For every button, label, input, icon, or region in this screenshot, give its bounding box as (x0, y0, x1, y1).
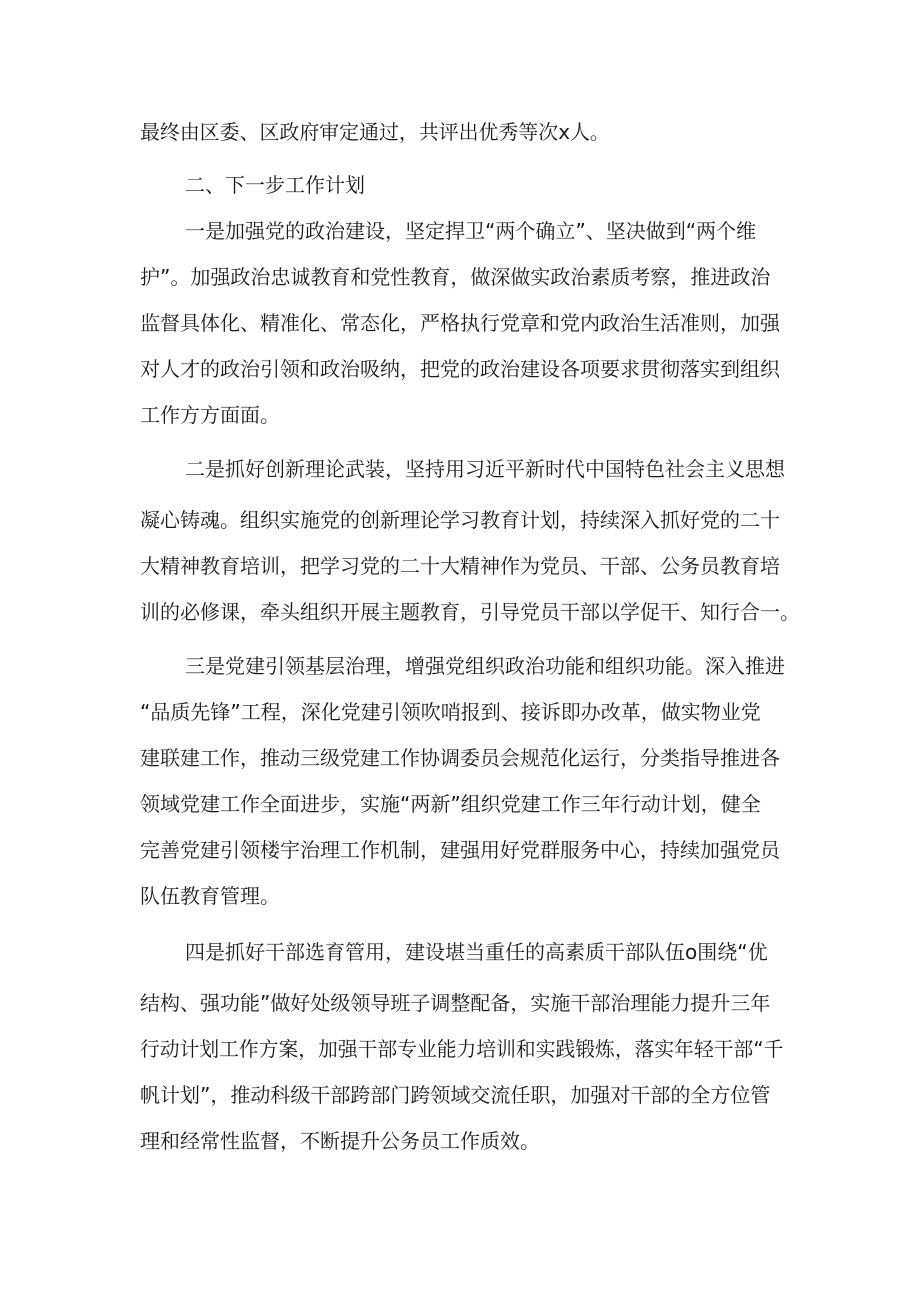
paragraph-4-line-2: 结构、强功能”做好处级领导班子调整配备，实施干部治理能力提升三年 (140, 991, 771, 1015)
paragraph-2-line-4: 训的必修课，牵头组织开展主题教育，引导党员干部以学促干、知行合一。 (140, 600, 800, 624)
paragraph-4-line-1: 四是抓好干部选育管用，建设堪当重任的高素质干部队伍o围绕“优 (185, 940, 768, 964)
paragraph-1-line-5: 工作方方面面。 (140, 403, 280, 427)
paragraph-4-line-5: 理和经常性监督，不断提升公务员工作质效。 (140, 1129, 540, 1153)
paragraph-1-line-1: 一是加强党的政治建设，坚定捍卫“两个确立”、坚决做到“两个维 (185, 219, 757, 243)
paragraph-2-line-3: 大精神教育培训，把学习党的二十大精神作为党员、干部、公务员教育培 (140, 554, 780, 578)
paragraph-1-line-3: 监督具体化、精准化、常态化，严格执行党章和党内政治生活准则，加强 (140, 311, 780, 335)
paragraph-1-line-2: 护”。加强政治忠诚教育和党性教育，做深做实政治素质考察，推进政治 (140, 265, 771, 289)
paragraph-2-line-2: 凝心铸魂。组织实施党的创新理论学习教育计划，持续深入抓好党的二十 (140, 508, 780, 532)
paragraph-3-line-4: 领域党建工作全面进步，实施“两新”组织党建工作三年行动计划，健全 (140, 792, 761, 816)
paragraph-4-line-4: 帆计划”，推动科级干部跨部门跨领域交流任职，加强对干部的全方位管 (140, 1083, 771, 1107)
paragraph-3-line-2: “品质先锋”工程，深化党建引领吹哨报到、接诉即办改革，做实物业党 (140, 700, 761, 724)
paragraph-3-line-3: 建联建工作，推动三级党建工作协调委员会规范化运行，分类指导推进各 (140, 746, 780, 770)
paragraph-2-line-1: 二是抓好创新理论武装，坚持用习近平新时代中国特色社会主义思想 (185, 457, 785, 481)
paragraph-4-line-3: 行动计划工作方案，加强干部专业能力培训和实践锻炼，落实年轻干部“千 (140, 1037, 784, 1061)
paragraph-3-line-6: 队伍教育管理。 (140, 884, 280, 908)
paragraph-1-line-4: 对人才的政治引领和政治吸纳，把党的政治建设各项要求贯彻落实到组织 (140, 357, 780, 381)
paragraph-line-intro-end: 最终由区委、区政府审定通过，共评出优秀等次x人。 (140, 120, 610, 144)
paragraph-3-line-5: 完善党建引领楼宇治理工作机制，建强用好党群服务中心，持续加强党员 (140, 838, 780, 862)
paragraph-3-line-1: 三是党建引领基层治理，增强党组织政治功能和组织功能。深入推进 (185, 654, 785, 678)
section-heading: 二、下一步工作计划 (185, 173, 365, 197)
